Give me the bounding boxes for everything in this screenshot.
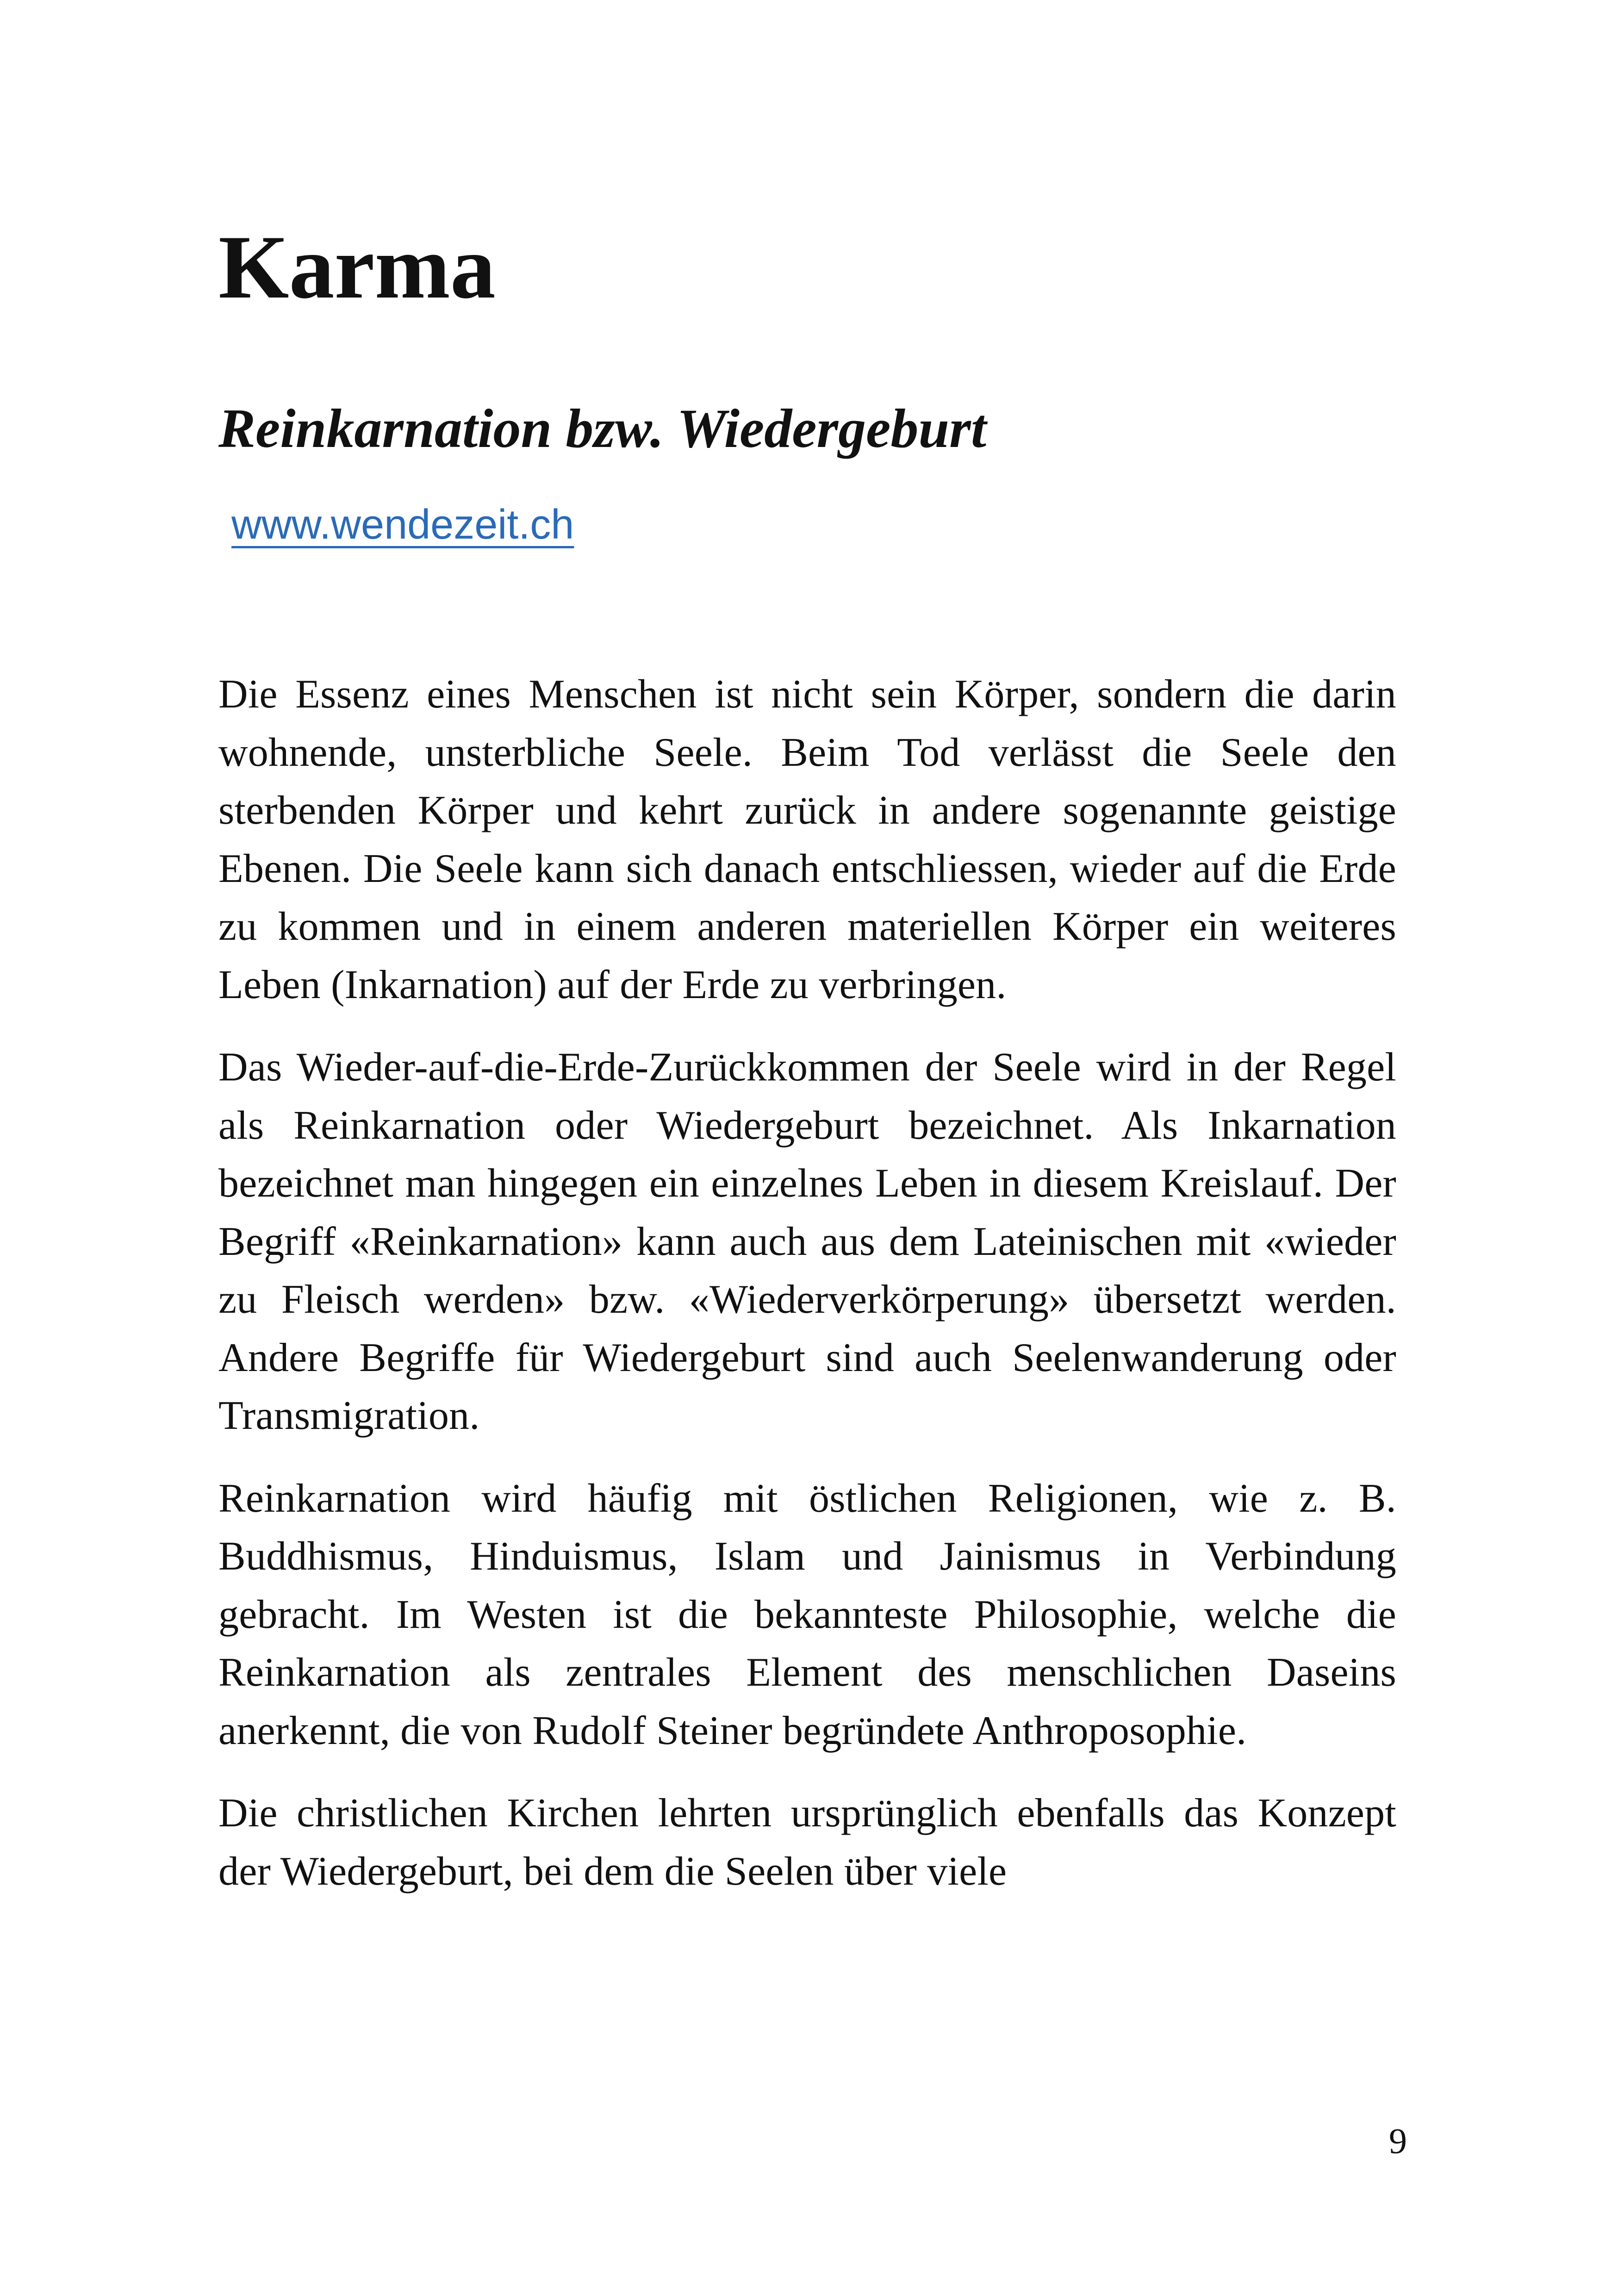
page-number: 9 [1389,2121,1407,2161]
paragraph-1: Die Essenz eines Menschen ist nicht sein Körper, sondern die darin wohnende, unsterbliche Seele. Beim Tod verlässt die Seele den sterbenden Körper und kehrt zurück in andere sogenannte geistige Ebenen. Die Seele kann sich danach entschliessen, wieder auf die Erde zu kommen und in einem anderen materiellen Körper ein weiteres Leben (Inkarnation) auf der Erde zu verbringen. [218,672,1396,1007]
page-title: Karma [218,217,496,317]
paragraph-2: Das Wieder-auf-die-Erde-Zurückkommen der Seele wird in der Regel als Reinkarnation oder Wiedergeburt bezeichnet. Als Inkarnation bezeichnet man hingegen ein einzelnes Leben in diesem Kreislauf. Der Begriff «Reinkarnation» kann auch aus dem Lateinischen mit «wieder zu Fleisch werden» bzw. «Wiederverkörperung» übersetzt werden. Andere Begriffe für Wiedergeburt sind auch Seelenwanderung oder Transmigration. [218,1045,1396,1438]
website-link[interactable]: www.wendezeit.ch [231,502,574,548]
paragraph-3: Reinkarnation wird häufig mit östlichen Religionen, wie z. B. Buddhismus, Hinduismus, Islam und Jainismus in Verbindung gebracht. Im Westen ist die bekannteste Philosophie, welche die Reinkarnation als zentrales Element des menschlichen Daseins anerkennt, die von Rudolf Steiner begründete Anthroposophie. [218,1476,1396,1753]
paragraph-4: Die christlichen Kirchen lehrten ursprünglich ebenfalls das Konzept der Wiedergeburt, bei dem die Seelen über viele [218,1791,1396,1894]
section-subtitle: Reinkarnation bzw. Wiedergeburt [218,397,987,459]
body-text [218,665,1396,1925]
